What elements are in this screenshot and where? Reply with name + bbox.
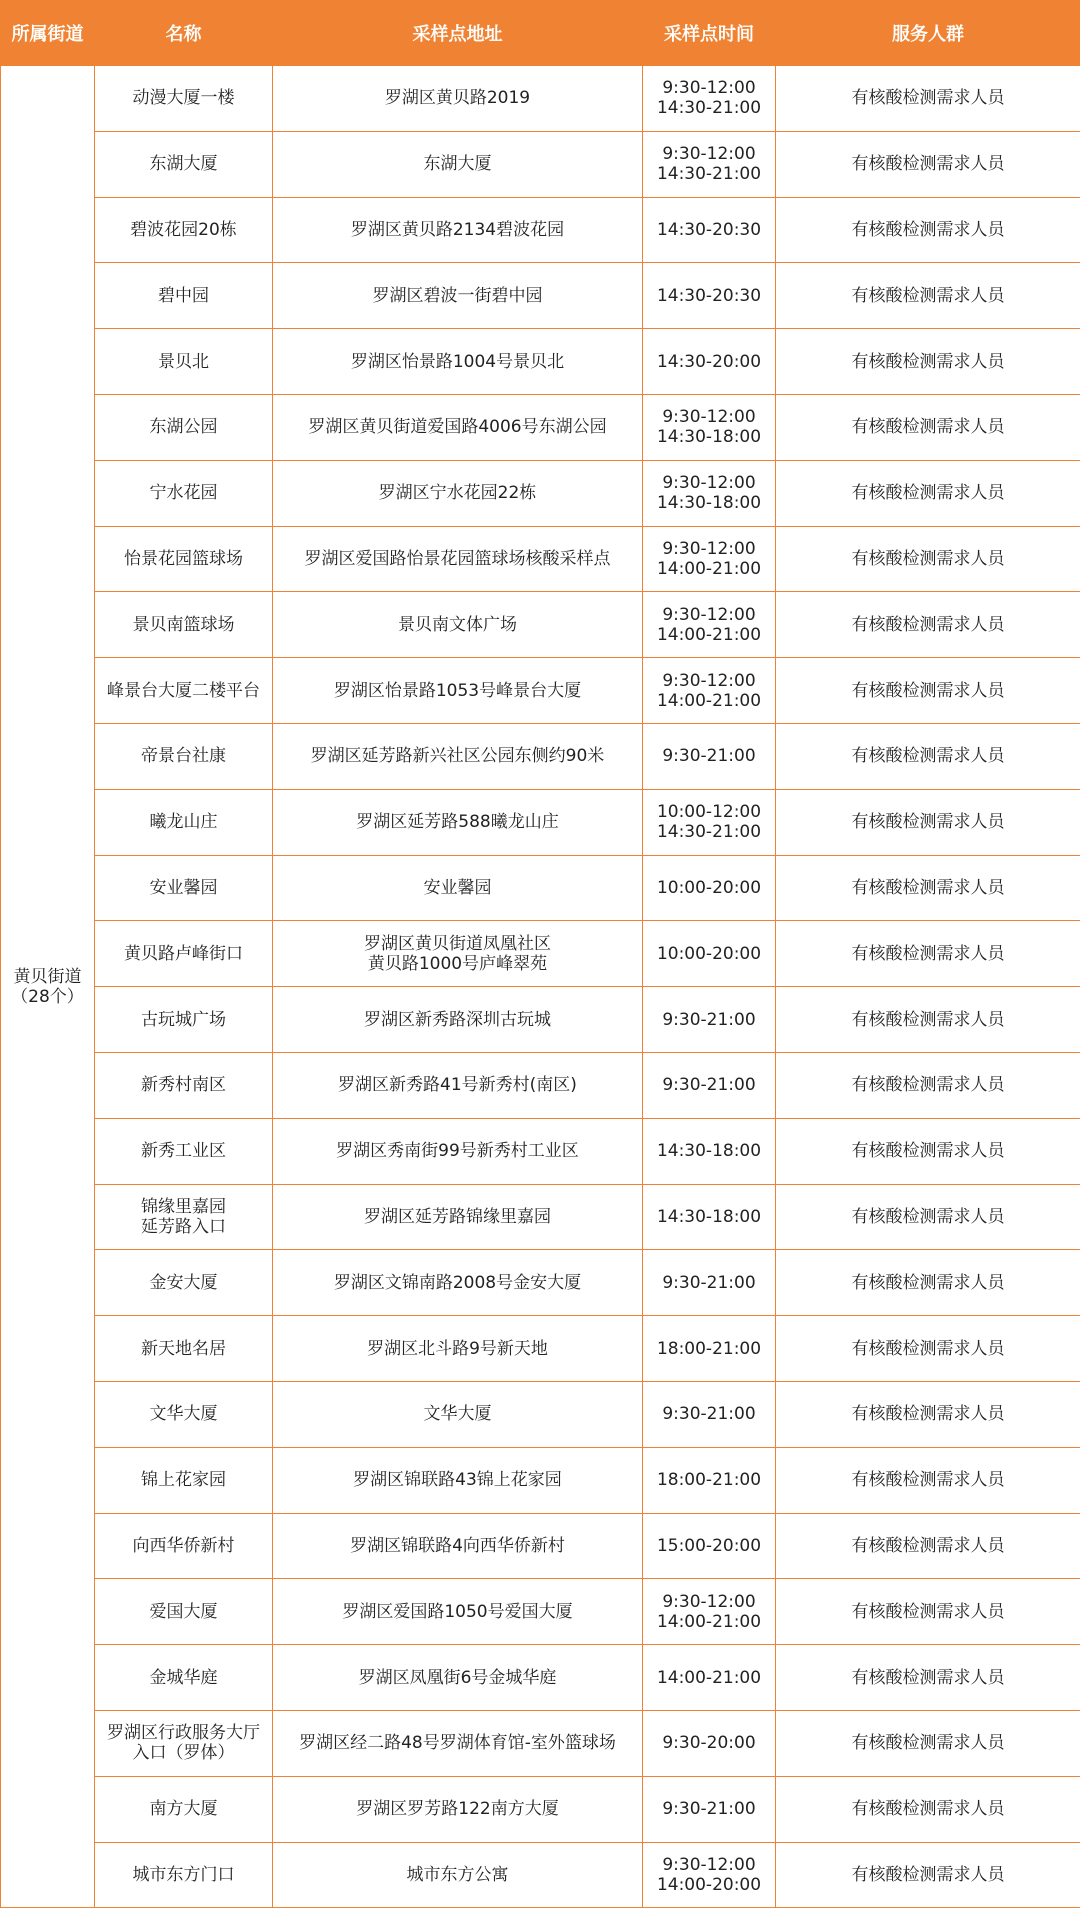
site-time-cell: [643, 66, 776, 132]
cell-line: 罗湖区黄贝街道凤凰社区: [277, 934, 638, 954]
cell-line: 罗湖区延芳路新兴社区公园东侧约90米: [277, 746, 638, 766]
cell-line: 罗湖区黄贝路2019: [277, 88, 638, 108]
cell-line: 14:30-20:00: [647, 352, 771, 372]
cell-line: 南方大厦: [99, 1799, 268, 1819]
cell-line: 14:00-21:00: [647, 1668, 771, 1688]
table-row: [1, 1645, 1080, 1711]
cell-line: 14:30-18:00: [647, 427, 771, 447]
service-group-cell: 有核酸检测需求人员: [776, 1842, 1080, 1908]
table-row: [1, 1710, 1080, 1776]
site-address-cell: [273, 1118, 643, 1184]
header-row: [1, 1, 1080, 66]
site-time-cell: [643, 394, 776, 460]
cell-line: 9:30-20:00: [647, 1733, 771, 1753]
cell-line: 9:30-12:00: [647, 1592, 771, 1612]
cell-line: 14:30-21:00: [647, 822, 771, 842]
site-name-cell: [95, 855, 273, 921]
header-name: 名称: [95, 1, 273, 66]
site-address-cell: [273, 1710, 643, 1776]
site-time-cell: [643, 1184, 776, 1250]
cell-line: 文华大厦: [277, 1404, 638, 1424]
cell-line: 罗湖区延芳路588曦龙山庄: [277, 812, 638, 832]
service-group-cell: 有核酸检测需求人员: [776, 1579, 1080, 1645]
site-time-cell: [643, 1645, 776, 1711]
table-row: [1, 921, 1080, 987]
cell-line: 古玩城广场: [99, 1010, 268, 1030]
service-group-cell: 有核酸检测需求人员: [776, 1447, 1080, 1513]
site-name-cell: [95, 460, 273, 526]
service-group-cell: 有核酸检测需求人员: [776, 263, 1080, 329]
table-row: [1, 394, 1080, 460]
site-time-cell: [643, 1316, 776, 1382]
cell-line: 延芳路入口: [99, 1217, 268, 1237]
site-name-cell: [95, 1118, 273, 1184]
cell-line: 10:00-12:00: [647, 802, 771, 822]
site-time-cell: [643, 1579, 776, 1645]
service-group-cell: 有核酸检测需求人员: [776, 789, 1080, 855]
cell-line: 罗湖区秀南街99号新秀村工业区: [277, 1141, 638, 1161]
cell-line: 黄贝街道: [5, 967, 90, 987]
header-address: 采样点地址: [273, 1, 643, 66]
table-row: [1, 263, 1080, 329]
site-address-cell: [273, 1316, 643, 1382]
service-group-cell: 有核酸检测需求人员: [776, 66, 1080, 132]
cell-line: 14:30-21:00: [647, 164, 771, 184]
site-name-cell: [95, 1447, 273, 1513]
site-address-cell: [273, 1645, 643, 1711]
cell-line: 15:00-20:00: [647, 1536, 771, 1556]
table-row: [1, 1184, 1080, 1250]
site-name-cell: [95, 263, 273, 329]
cell-line: 9:30-12:00: [647, 671, 771, 691]
cell-line: 景贝南篮球场: [99, 615, 268, 635]
cell-line: 文华大厦: [99, 1404, 268, 1424]
site-name-cell: [95, 526, 273, 592]
cell-line: 罗湖区锦联路43锦上花家园: [277, 1470, 638, 1490]
cell-line: 东湖公园: [99, 417, 268, 437]
site-name-cell: [95, 66, 273, 132]
cell-line: 罗湖区凤凰街6号金城华庭: [277, 1668, 638, 1688]
site-name-cell: [95, 197, 273, 263]
site-name-cell: [95, 1513, 273, 1579]
site-address-cell: [273, 197, 643, 263]
table-row: [1, 1579, 1080, 1645]
table-row: [1, 855, 1080, 921]
service-group-cell: 有核酸检测需求人员: [776, 1381, 1080, 1447]
cell-line: 罗湖区延芳路锦缘里嘉园: [277, 1207, 638, 1227]
site-address-cell: [273, 1579, 643, 1645]
site-address-cell: [273, 1842, 643, 1908]
service-group-cell: 有核酸检测需求人员: [776, 394, 1080, 460]
service-group-cell: 有核酸检测需求人员: [776, 460, 1080, 526]
site-address-cell: [273, 1250, 643, 1316]
site-time-cell: [643, 1842, 776, 1908]
site-name-cell: [95, 789, 273, 855]
site-time-cell: [643, 460, 776, 526]
cell-line: 9:30-21:00: [647, 1799, 771, 1819]
table-row: [1, 1381, 1080, 1447]
site-name-cell: [95, 1842, 273, 1908]
site-name-cell: [95, 1710, 273, 1776]
table-row: [1, 460, 1080, 526]
site-time-cell: [643, 197, 776, 263]
site-address-cell: [273, 1447, 643, 1513]
site-address-cell: [273, 592, 643, 658]
cell-line: 城市东方门口: [99, 1865, 268, 1885]
site-time-cell: [643, 263, 776, 329]
service-group-cell: 有核酸检测需求人员: [776, 1052, 1080, 1118]
service-group-cell: 有核酸检测需求人员: [776, 1645, 1080, 1711]
site-name-cell: [95, 1579, 273, 1645]
site-address-cell: [273, 1184, 643, 1250]
table-row: [1, 1842, 1080, 1908]
site-time-cell: [643, 592, 776, 658]
table-row: [1, 526, 1080, 592]
site-name-cell: [95, 723, 273, 789]
header-district: 所属街道: [1, 1, 95, 66]
service-group-cell: 有核酸检测需求人员: [776, 1776, 1080, 1842]
cell-line: 景贝南文体广场: [277, 615, 638, 635]
site-time-cell: [643, 658, 776, 724]
site-time-cell: [643, 1513, 776, 1579]
site-address-cell: [273, 855, 643, 921]
cell-line: 9:30-21:00: [647, 1273, 771, 1293]
service-group-cell: 有核酸检测需求人员: [776, 329, 1080, 395]
cell-line: 罗湖区宁水花园22栋: [277, 483, 638, 503]
cell-line: 9:30-12:00: [647, 539, 771, 559]
site-name-cell: [95, 329, 273, 395]
cell-line: 罗湖区锦联路4向西华侨新村: [277, 1536, 638, 1556]
cell-line: 碧波花园20栋: [99, 220, 268, 240]
cell-line: 峰景台大厦二楼平台: [99, 681, 268, 701]
site-address-cell: [273, 789, 643, 855]
cell-line: 锦上花家园: [99, 1470, 268, 1490]
site-name-cell: [95, 1381, 273, 1447]
cell-line: 新秀村南区: [99, 1075, 268, 1095]
site-time-cell: [643, 1776, 776, 1842]
site-address-cell: [273, 131, 643, 197]
cell-line: 景贝北: [99, 352, 268, 372]
site-address-cell: [273, 329, 643, 395]
cell-line: 罗湖区爱国路怡景花园篮球场核酸采样点: [277, 549, 638, 569]
table-row: [1, 789, 1080, 855]
cell-line: 14:30-18:00: [647, 1141, 771, 1161]
cell-line: 黄贝路1000号庐峰翠苑: [277, 954, 638, 974]
site-address-cell: [273, 658, 643, 724]
cell-line: 金城华庭: [99, 1668, 268, 1688]
district-cell: [1, 66, 95, 1908]
cell-line: 罗湖区怡景路1053号峰景台大厦: [277, 681, 638, 701]
cell-line: （28个）: [5, 987, 90, 1007]
cell-line: 14:00-21:00: [647, 559, 771, 579]
header-service: 服务人群: [776, 1, 1080, 66]
site-address-cell: [273, 460, 643, 526]
site-time-cell: [643, 1118, 776, 1184]
cell-line: 罗湖区怡景路1004号景贝北: [277, 352, 638, 372]
cell-line: 罗湖区黄贝路2134碧波花园: [277, 220, 638, 240]
cell-line: 帝景台社康: [99, 746, 268, 766]
cell-line: 9:30-12:00: [647, 605, 771, 625]
cell-line: 金安大厦: [99, 1273, 268, 1293]
site-time-cell: [643, 855, 776, 921]
cell-line: 罗湖区爱国路1050号爱国大厦: [277, 1602, 638, 1622]
cell-line: 碧中园: [99, 286, 268, 306]
cell-line: 14:30-21:00: [647, 98, 771, 118]
cell-line: 罗湖区北斗路9号新天地: [277, 1339, 638, 1359]
service-group-cell: 有核酸检测需求人员: [776, 1316, 1080, 1382]
table-row: [1, 1513, 1080, 1579]
cell-line: 9:30-12:00: [647, 78, 771, 98]
service-group-cell: 有核酸检测需求人员: [776, 658, 1080, 724]
site-name-cell: [95, 1184, 273, 1250]
site-name-cell: [95, 394, 273, 460]
table-row: [1, 987, 1080, 1053]
cell-line: 9:30-12:00: [647, 144, 771, 164]
site-time-cell: [643, 789, 776, 855]
cell-line: 18:00-21:00: [647, 1339, 771, 1359]
site-name-cell: [95, 1776, 273, 1842]
site-time-cell: [643, 131, 776, 197]
cell-line: 动漫大厦一楼: [99, 88, 268, 108]
table-row: [1, 66, 1080, 132]
cell-line: 14:00-21:00: [647, 625, 771, 645]
cell-line: 9:30-21:00: [647, 1010, 771, 1030]
cell-line: 锦缘里嘉园: [99, 1197, 268, 1217]
table-row: [1, 1447, 1080, 1513]
table-row: [1, 1316, 1080, 1382]
site-time-cell: [643, 329, 776, 395]
service-group-cell: 有核酸检测需求人员: [776, 1513, 1080, 1579]
site-time-cell: [643, 987, 776, 1053]
header-time: 采样点时间: [643, 1, 776, 66]
service-group-cell: 有核酸检测需求人员: [776, 1118, 1080, 1184]
site-name-cell: [95, 131, 273, 197]
cell-line: 罗湖区黄贝街道爱国路4006号东湖公园: [277, 417, 638, 437]
table-row: [1, 197, 1080, 263]
site-name-cell: [95, 987, 273, 1053]
service-group-cell: 有核酸检测需求人员: [776, 1184, 1080, 1250]
cell-line: 新天地名居: [99, 1339, 268, 1359]
service-group-cell: 有核酸检测需求人员: [776, 1250, 1080, 1316]
cell-line: 10:00-20:00: [647, 944, 771, 964]
cell-line: 爱国大厦: [99, 1602, 268, 1622]
cell-line: 黄贝路卢峰街口: [99, 944, 268, 964]
table-row: [1, 1776, 1080, 1842]
table-row: [1, 723, 1080, 789]
cell-line: 曦龙山庄: [99, 812, 268, 832]
cell-line: 14:00-21:00: [647, 1612, 771, 1632]
site-time-cell: [643, 1710, 776, 1776]
cell-line: 14:30-20:30: [647, 220, 771, 240]
site-time-cell: [643, 526, 776, 592]
service-group-cell: 有核酸检测需求人员: [776, 131, 1080, 197]
site-address-cell: [273, 987, 643, 1053]
cell-line: 城市东方公寓: [277, 1865, 638, 1885]
cell-line: 14:30-18:00: [647, 1207, 771, 1227]
site-address-cell: [273, 263, 643, 329]
site-time-cell: [643, 1052, 776, 1118]
cell-line: 9:30-12:00: [647, 1855, 771, 1875]
site-name-cell: [95, 921, 273, 987]
cell-line: 9:30-12:00: [647, 407, 771, 427]
cell-line: 安业馨园: [99, 878, 268, 898]
site-name-cell: [95, 592, 273, 658]
site-time-cell: [643, 921, 776, 987]
site-address-cell: [273, 394, 643, 460]
site-time-cell: [643, 1447, 776, 1513]
cell-line: 罗湖区新秀路深圳古玩城: [277, 1010, 638, 1030]
service-group-cell: 有核酸检测需求人员: [776, 1710, 1080, 1776]
cell-line: 东湖大厦: [99, 154, 268, 174]
cell-line: 9:30-21:00: [647, 1404, 771, 1424]
site-name-cell: [95, 1645, 273, 1711]
site-address-cell: [273, 1052, 643, 1118]
site-address-cell: [273, 921, 643, 987]
site-address-cell: [273, 1513, 643, 1579]
site-address-cell: [273, 526, 643, 592]
site-name-cell: [95, 1052, 273, 1118]
cell-line: 9:30-21:00: [647, 1075, 771, 1095]
cell-line: 14:00-20:00: [647, 1875, 771, 1895]
cell-line: 罗湖区文锦南路2008号金安大厦: [277, 1273, 638, 1293]
site-time-cell: [643, 1250, 776, 1316]
cell-line: 新秀工业区: [99, 1141, 268, 1161]
service-group-cell: 有核酸检测需求人员: [776, 723, 1080, 789]
cell-line: 罗湖区经二路48号罗湖体育馆-室外篮球场: [277, 1733, 638, 1753]
table-row: [1, 592, 1080, 658]
cell-line: 罗湖区新秀路41号新秀村(南区): [277, 1075, 638, 1095]
service-group-cell: 有核酸检测需求人员: [776, 197, 1080, 263]
site-name-cell: [95, 1316, 273, 1382]
site-time-cell: [643, 1381, 776, 1447]
table-row: [1, 1250, 1080, 1316]
site-address-cell: [273, 723, 643, 789]
site-address-cell: [273, 1381, 643, 1447]
cell-line: 9:30-12:00: [647, 473, 771, 493]
cell-line: 入口（罗体）: [99, 1743, 268, 1763]
service-group-cell: 有核酸检测需求人员: [776, 987, 1080, 1053]
table-row: [1, 131, 1080, 197]
cell-line: 安业馨园: [277, 878, 638, 898]
cell-line: 东湖大厦: [277, 154, 638, 174]
cell-line: 18:00-21:00: [647, 1470, 771, 1490]
site-time-cell: [643, 723, 776, 789]
cell-line: 罗湖区行政服务大厅: [99, 1723, 268, 1743]
table-row: [1, 1118, 1080, 1184]
site-name-cell: [95, 658, 273, 724]
cell-line: 罗湖区碧波一街碧中园: [277, 286, 638, 306]
cell-line: 向西华侨新村: [99, 1536, 268, 1556]
site-address-cell: [273, 66, 643, 132]
service-group-cell: 有核酸检测需求人员: [776, 921, 1080, 987]
table-row: [1, 658, 1080, 724]
table-row: [1, 329, 1080, 395]
cell-line: 14:30-20:30: [647, 286, 771, 306]
site-name-cell: [95, 1250, 273, 1316]
cell-line: 罗湖区罗芳路122南方大厦: [277, 1799, 638, 1819]
service-group-cell: 有核酸检测需求人员: [776, 855, 1080, 921]
cell-line: 宁水花园: [99, 483, 268, 503]
service-group-cell: 有核酸检测需求人员: [776, 526, 1080, 592]
cell-line: 14:00-21:00: [647, 691, 771, 711]
cell-line: 9:30-21:00: [647, 746, 771, 766]
site-address-cell: [273, 1776, 643, 1842]
cell-line: 10:00-20:00: [647, 878, 771, 898]
service-group-cell: 有核酸检测需求人员: [776, 592, 1080, 658]
cell-line: 14:30-18:00: [647, 493, 771, 513]
cell-line: 怡景花园篮球场: [99, 549, 268, 569]
table-row: [1, 1052, 1080, 1118]
